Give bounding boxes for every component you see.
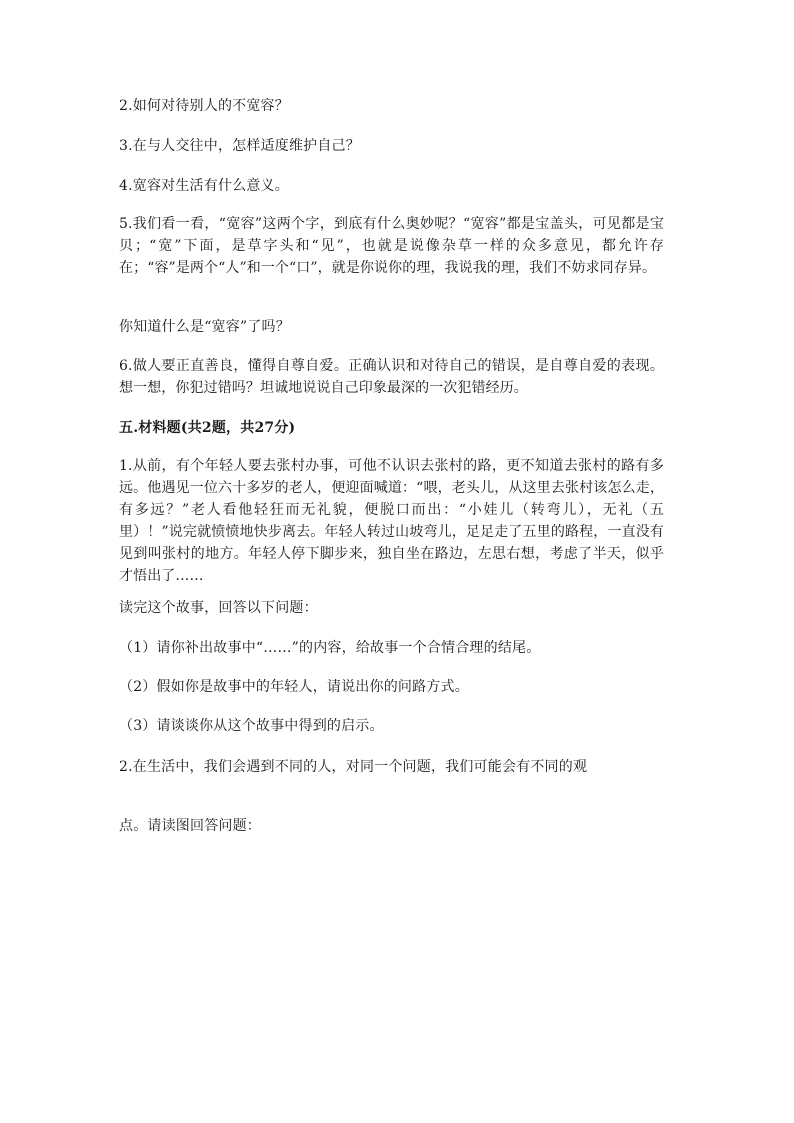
- material-2-line-2: 点。请读图回答问题：: [119, 818, 261, 834]
- question-5-followup: 你知道什么是“宽容”了吗？: [119, 319, 290, 335]
- material-1-sub-question-3: （3）请谈谈你从这个故事中得到的启示。: [119, 718, 384, 734]
- question-5-text: 5.我们看一看，“宽容”这两个字，到底有什么奥妙呢？“宽容”都是宝盖头，可见都是宝贝；“宽”下面，是草字头和“见”，也就是说像杂草一样的众多意见，都允许存在；“容”是两个“人”和一个“口”，就是你说你的理，我说我的理，我们不妨求同存异。: [119, 216, 664, 276]
- question-6-text: 6.做人要正直善良，懂得自尊自爱。正确认识和对待自己的错误，是自尊自爱的表现。想一想，你犯过错吗？坦诚地说说自己印象最深的一次犯错经历。: [119, 358, 664, 396]
- material-1-prompt: 读完这个故事，回答以下问题：: [119, 600, 318, 616]
- material-1-sub-question-2: （2）假如你是故事中的年轻人，请说出你的问路方式。: [119, 679, 469, 695]
- material-2-line-1: 2.在生活中，我们会遇到不同的人，对同一个问题，我们可能会有不同的观: [119, 759, 588, 775]
- question-3: 3.在与人交往中，怎样适度维护自己？: [119, 138, 360, 154]
- section-heading: 五.材料题(共2题，共27分): [119, 420, 296, 436]
- question-2: 2.如何对待别人的不宽容？: [119, 98, 289, 114]
- question-4: 4.宽容对生活有什么意义。: [119, 178, 289, 194]
- material-1-text: 1.从前，有个年轻人要去张村办事，可他不认识去张村的路，更不知道去张村的路有多远。他遇见一位六十多岁的老人，便迎面喊道：“喂，老头儿，从这里去张村该怎么走，有多远？”老人看他轻狂而无礼貌，便脱口而出：“小娃儿（转弯儿），无礼（五里）！”说完就愤愤地快步离去。年轻人转过山坡弯儿，足足走了五里的路程，一直没有见到叫张村的地方。年轻人停下脚步来，独自坐在路边，左思右想，考虑了半天，似乎才悟出了……: [119, 458, 664, 584]
- material-1-sub-question-1: （1）请你补出故事中“……”的内容，给故事一个合情合理的结尾。: [119, 640, 541, 656]
